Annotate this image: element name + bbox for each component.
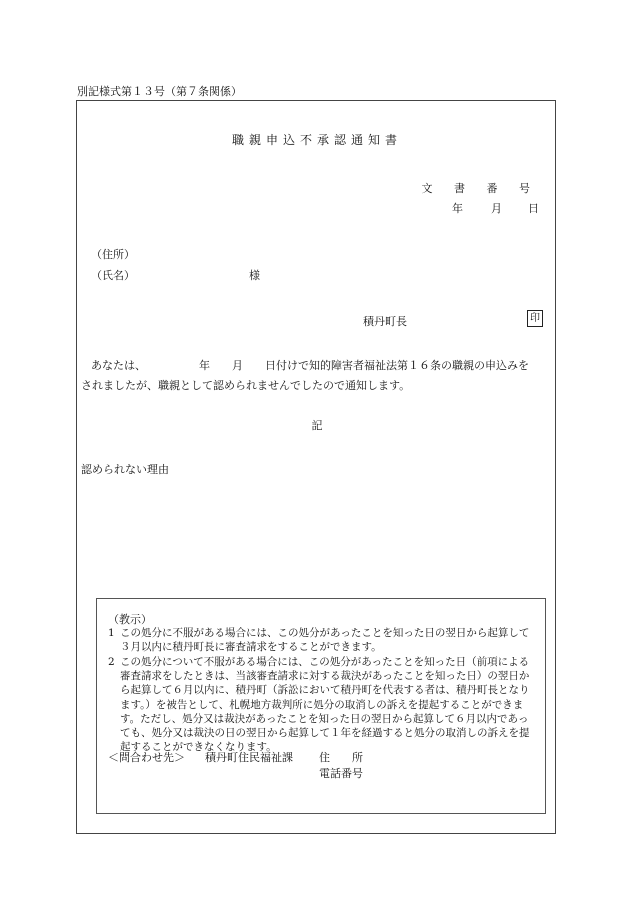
instruction-title: （教示） [108, 613, 152, 626]
form-number-label: 別記様式第１３号（第７条関係） [77, 85, 242, 98]
date-year: 年 [452, 202, 463, 215]
document-title: 職親申込不承認通知書 [231, 133, 402, 147]
contact-label: ＜問合わせ先＞ [108, 751, 185, 764]
body-suffix: 日付けで知的障害者福祉法第１６条の職親の申込みを [265, 359, 529, 372]
sender-title: 積丹町長 [363, 315, 407, 328]
instruction-item-text: この処分について不服がある場合には、この処分があったことを知った日（前項による審査請求をしたときは、当該審査請求に対する裁決があったことを知った日）の翌日から起算して６月以内に、積丹町（訴訟において積丹町を代表する者は、積丹町長となります。）を被告として、札幌地方裁判所に処分の取消しの訴えを提起することができます。ただし、処分又は裁決があったことを知った日の翌日から起算して６月以内であっても、処分又は裁決の日の翌日から起算して１年を経過すると処分の取消しの訴えを提起することができなくなります。 [120, 656, 530, 754]
reason-label: 認められない理由 [81, 463, 169, 476]
instruction-box [96, 598, 546, 814]
body-prefix: あなたは、 [91, 359, 146, 372]
body-line-1 [91, 357, 529, 373]
recipient-address-label: （住所） [91, 248, 135, 261]
date-line [452, 200, 539, 216]
contact-department: 積丹町住民福祉課 [205, 751, 293, 764]
instruction-item-text: この処分に不服がある場合には、この処分があったことを知った日の翌日から起算して３月以内に積丹町長に審査請求をすることができます。 [120, 627, 530, 654]
contact-phone-label: 電話番号 [319, 767, 363, 780]
recipient-name-label: （氏名） [91, 269, 135, 282]
body-year: 年 [199, 359, 210, 372]
body-month: 月 [232, 359, 243, 372]
date-day: 日 [528, 202, 539, 215]
contact-address-label: 住 所 [319, 751, 363, 764]
instruction-item [108, 626, 538, 654]
body-line-2: されましたが、職親として認められませんでしたので通知します。 [81, 379, 411, 392]
document-frame [76, 100, 556, 834]
ki-heading: 記 [311, 419, 323, 432]
instruction-item-number: 1 [108, 627, 115, 639]
document-number-label: 文 書 番 号 [421, 182, 539, 195]
instruction-item [108, 655, 538, 754]
seal-mark: 印 [527, 310, 543, 327]
instruction-item-number: 2 [108, 656, 115, 668]
recipient-honorific: 様 [249, 269, 260, 282]
date-month: 月 [491, 202, 502, 215]
